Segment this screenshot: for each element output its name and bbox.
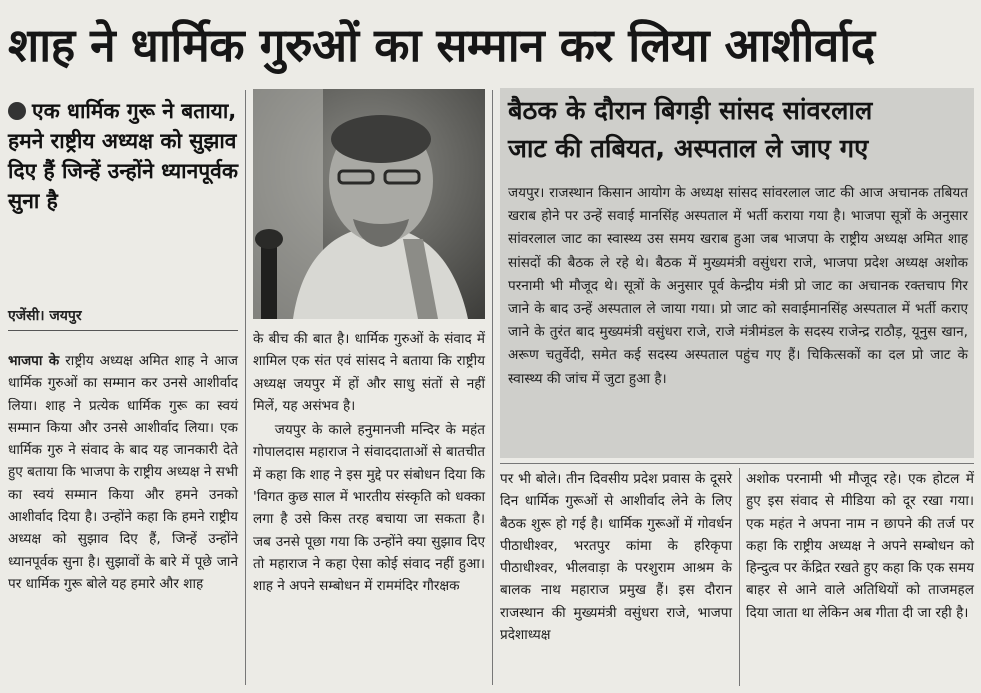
byline: एजेंसी। जयपुर: [8, 306, 238, 331]
article-column-1: [8, 350, 238, 595]
article-column-2: [253, 328, 485, 598]
column-divider: [245, 90, 246, 685]
sidebar-headline: [508, 92, 968, 168]
article-column-4: [746, 468, 974, 624]
column-2-para-1: के बीच की बात है। धार्मिक गुरुओं के संवाद में शामिल एक संत एवं सांसद ने बताया कि राष्ट्रीय अध्यक्ष जयपुर में हों और साधु संतों से नहीं मिलें, यह असंभव है।: [253, 331, 485, 414]
column-1-text: राष्ट्रीय अध्यक्ष अमित शाह ने आज धार्मिक गुरुओं का सम्मान कर उनसे आशीर्वाद लिया। शाह ने प्रत्येक धार्मिक गुरू का स्वयं सम्मान किया और उनसे आशीर्वाद लिया। एक धार्मिक गुरु ने संवाद के बाद यह जानकारी देते हुए बताया कि भाजपा के राष्ट्रीय अध्यक्ष ने सभी का स्वयं सम्मान किया और हमने उनको आशीर्वाद दिया है। उन्होंने कहा कि हमने राष्ट्रीय अध्यक्ष को सुझाव दिए हैं, जिन्हें उन्होंने ध्यानपूर्वक सुना है। सुझावों के बारे में पूछे जाने पर धार्मिक गुरू बोले यह हमारे और शाह: [8, 353, 238, 592]
portrait-image: [253, 89, 485, 319]
photo-amit-shah: [253, 89, 485, 319]
sidebar-body: जयपुर। राजस्थान किसान आयोग के अध्यक्ष सांसद सांवरलाल जाट की आज अचानक तबियत खराब होने पर उन्हें सवाई मानसिंह अस्पताल में भर्ती कराया गया है। भाजपा सूत्रों के अनुसार सांवरलाल जाट का स्वास्थ्य उस समय खराब हुआ जब भाजपा के राष्ट्रीय अध्यक्ष अमित शाह सांसदों की बैठक ले रहे थे। बैठक में मुख्यमंत्री वसुंधरा राजे, भाजपा प्रदेश अध्यक्ष अशोक परनामी भी मौजूद थे। सूत्रों के अनुसार पूर्व केन्द्रीय मंत्री प्रो जाट का अचानक रक्तचाप गिर जाने के बाद उन्हें अस्पताल ले जाया गया। प्रो जाट को सवाईमानसिंह अस्पताल में भर्ती कराए जाने के तुरंत बाद मुख्यमंत्री वसुंधरा राजे, राजे मंत्रीमंडल के सदस्य राजेन्द्र राठौड़, यूनुस खान, अरूण चतुर्वेदी, समेत कई सदस्य अस्पताल पहुंच गए हैं। चिकित्सकों का दल प्रो जाट के स्वास्थ्य की जांच में जुटा हुआ है।: [508, 185, 968, 387]
column-divider: [492, 90, 493, 685]
pull-quote: [8, 96, 240, 216]
headline: शाह ने धार्मिक गुरुओं का सम्मान कर लिया आशीर्वाद: [8, 18, 875, 72]
sidebar-headline-line-1: बैठक के दौरान बिगड़ी सांसद सांवरलाल: [508, 96, 873, 126]
sidebar-headline-line-2: जाट की तबियत, अस्पताल ले जाए गए: [508, 134, 869, 164]
lead-prefix: भाजपा के: [8, 353, 60, 369]
article-column-3: [500, 468, 732, 646]
column-4-text: अशोक परनामी भी मौजूद रहे। एक होटल में हुए इस संवाद से मीडिया को दूर रखा गया। एक महंत ने अपना नाम न छापने की तर्ज पर कहा कि राष्ट्रीय अध्यक्ष ने अपने सम्बोधन को हिन्दुत्व पर केंद्रित रखते हुए कहा कि एक समय बाहर से आने वाले अतिथियों को ताजमहल दिया जाता था लेकिन अब गीता दी जा रही है।: [746, 471, 974, 621]
bullet-icon: [8, 102, 26, 120]
column-3-text: पर भी बोले। तीन दिवसीय प्रदेश प्रवास के दूसरे दिन धार्मिक गुरूओं से आशीर्वाद लेने के लिए बैठक शुरू हो गई है। धार्मिक गुरूओं में गोवर्धन पीठाधीश्वर, भरतपुर कांमा के हरिकृपा पीठाधीश्वर, भीलवाड़ा के परशुराम आश्रम के बालक नाथ महाराज प्रमुख हैं। इस दौरान राजस्थान की मुख्यमंत्री वसुंधरा राजे, भाजपा प्रदेशाध्यक्ष: [500, 471, 732, 644]
column-2-para-2: जयपुर के काले हनुमानजी मन्दिर के महंत गोपालदास महाराज ने संवाददाताओं से बातचीत में कहा कि शाह ने इस मुद्दे पर संबोधन दिया कि 'विगत कुछ साल में भारतीय संस्कृति को धक्का लगा है उसे किस तरह बचाया जा सकता है। जब उनसे पूछा गया कि उन्होंने क्या सुझाव दिए तो महाराज ने कहा ऐसा कोई संवाद नहीं हुआ। शाह ने अपने सम्बोधन में राममंदिर गौरक्षक: [253, 422, 485, 595]
column-divider: [739, 468, 740, 686]
section-rule: [500, 463, 974, 464]
pull-quote-text: एक धार्मिक गुरू ने बताया, हमने राष्ट्रीय अध्यक्ष को सुझाव दिए हैं जिन्हें उन्होंने ध्यानपूर्वक सुना है: [8, 99, 238, 213]
